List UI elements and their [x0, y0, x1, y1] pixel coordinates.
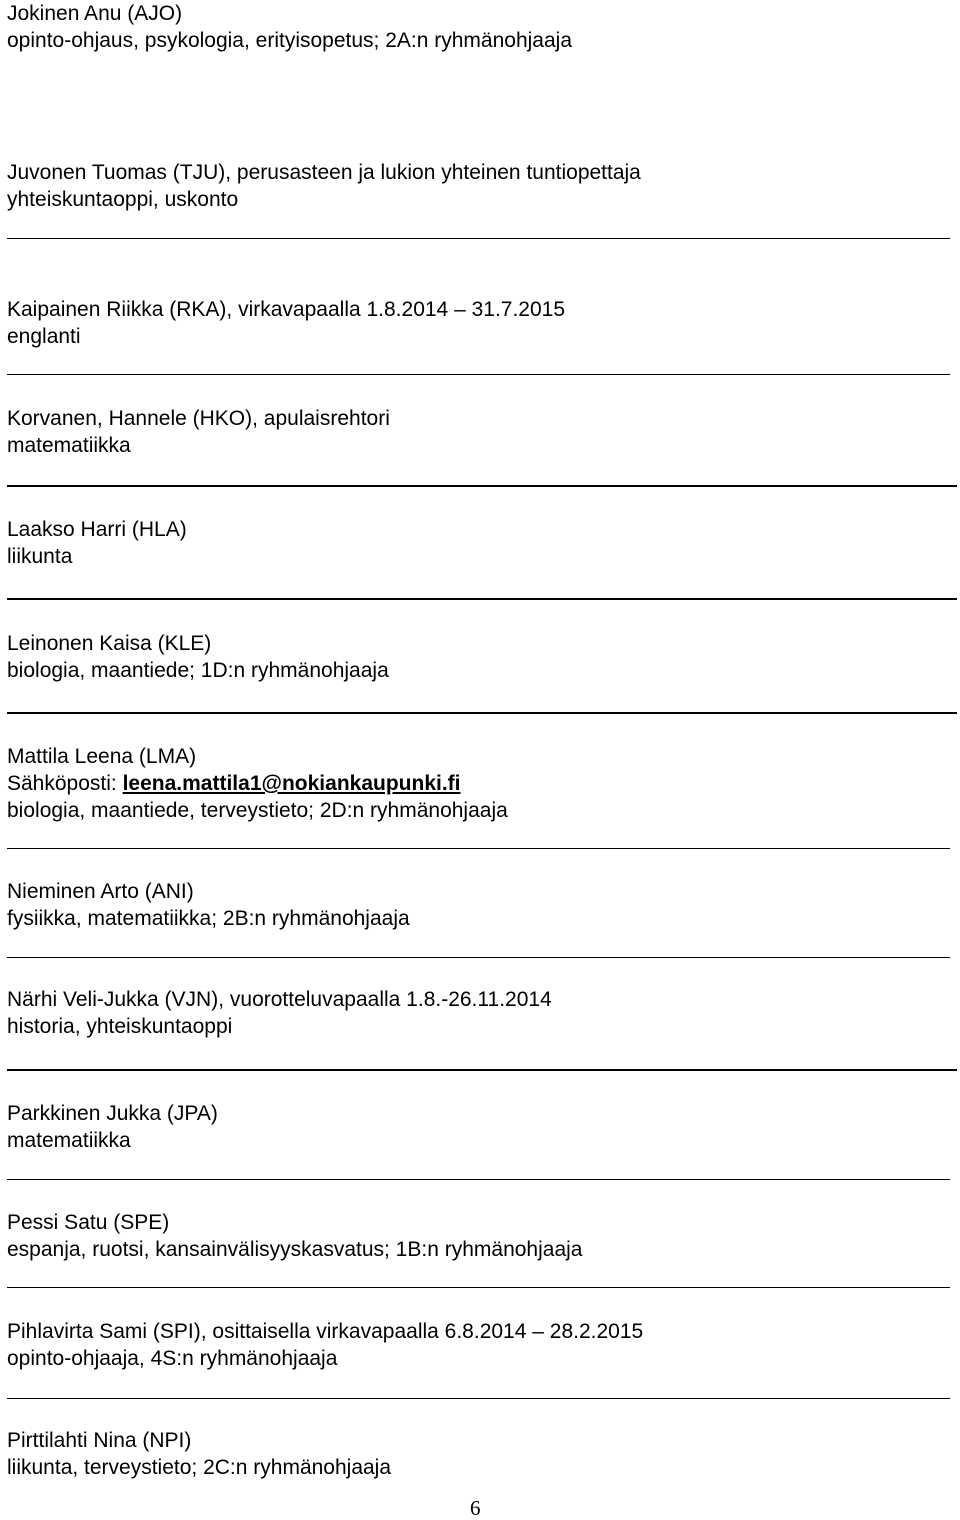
staff-details: liikunta	[7, 545, 73, 568]
divider	[7, 374, 950, 375]
staff-entry	[7, 1209, 582, 1263]
staff-entry	[7, 0, 572, 54]
staff-name: Pirttilahti Nina (NPI)	[7, 1429, 192, 1452]
divider	[7, 1287, 950, 1288]
staff-entry	[7, 986, 552, 1040]
staff-name: Laakso Harri (HLA)	[7, 518, 187, 541]
divider	[7, 485, 957, 487]
staff-entry	[7, 159, 641, 213]
staff-details: matematiikka	[7, 434, 131, 457]
staff-entry	[7, 1318, 643, 1372]
staff-details: liikunta, terveystieto; 2C:n ryhmänohjaaja	[7, 1456, 392, 1479]
staff-name: Nieminen Arto (ANI)	[7, 880, 194, 903]
staff-entry	[7, 1100, 218, 1154]
staff-details: biologia, maantiede, terveystieto; 2D:n ryhmänohjaaja	[7, 799, 508, 822]
staff-details: biologia, maantiede; 1D:n ryhmänohjaaja	[7, 659, 389, 682]
staff-entry	[7, 516, 187, 570]
staff-details: englanti	[7, 325, 81, 348]
divider	[7, 957, 950, 958]
email-link[interactable]: leena.mattila1@nokiankaupunki.fi	[122, 772, 461, 795]
staff-details: historia, yhteiskuntaoppi	[7, 1015, 233, 1038]
staff-entry	[7, 405, 390, 459]
divider	[7, 1069, 957, 1071]
staff-name: Parkkinen Jukka (JPA)	[7, 1102, 218, 1125]
staff-details: yhteiskuntaoppi, uskonto	[7, 188, 239, 211]
divider	[7, 1398, 950, 1399]
staff-details: opinto-ohjaaja, 4S:n ryhmänohjaaja	[7, 1347, 338, 1370]
divider	[7, 848, 950, 849]
staff-name: Korvanen, Hannele (HKO), apulaisrehtori	[7, 407, 390, 430]
page-number: 6	[470, 1496, 481, 1520]
email-line	[7, 770, 508, 797]
email-label: Sähköposti:	[7, 772, 117, 795]
staff-entry	[7, 878, 410, 932]
staff-name: Jokinen Anu (AJO)	[7, 2, 183, 25]
staff-name: Leinonen Kaisa (KLE)	[7, 632, 212, 655]
staff-details: opinto-ohjaus, psykologia, erityisopetus; 2A:n ryhmänohjaaja	[7, 29, 573, 52]
staff-name: Kaipainen Riikka (RKA), virkavapaalla 1.8.2014 – 31.7.2015	[7, 298, 566, 321]
staff-details: matematiikka	[7, 1129, 131, 1152]
staff-details: espanja, ruotsi, kansainvälisyyskasvatus; 1B:n ryhmänohjaaja	[7, 1238, 583, 1261]
staff-entry	[7, 1427, 391, 1481]
staff-entry	[7, 296, 565, 350]
divider	[7, 238, 950, 239]
staff-name: Pessi Satu (SPE)	[7, 1211, 170, 1234]
staff-name: Pihlavirta Sami (SPI), osittaisella virkavapaalla 6.8.2014 – 28.2.2015	[7, 1320, 644, 1343]
staff-name: Mattila Leena (LMA)	[7, 745, 197, 768]
staff-details: fysiikka, matematiikka; 2B:n ryhmänohjaaja	[7, 907, 410, 930]
staff-entry	[7, 630, 389, 684]
divider	[7, 1179, 950, 1180]
staff-entry	[7, 743, 508, 824]
staff-name: Juvonen Tuomas (TJU), perusasteen ja lukion yhteinen tuntiopettaja	[7, 161, 641, 184]
divider	[7, 712, 957, 714]
divider	[7, 598, 957, 600]
staff-name: Närhi Veli-Jukka (VJN), vuorotteluvapaalla 1.8.-26.11.2014	[7, 988, 552, 1011]
